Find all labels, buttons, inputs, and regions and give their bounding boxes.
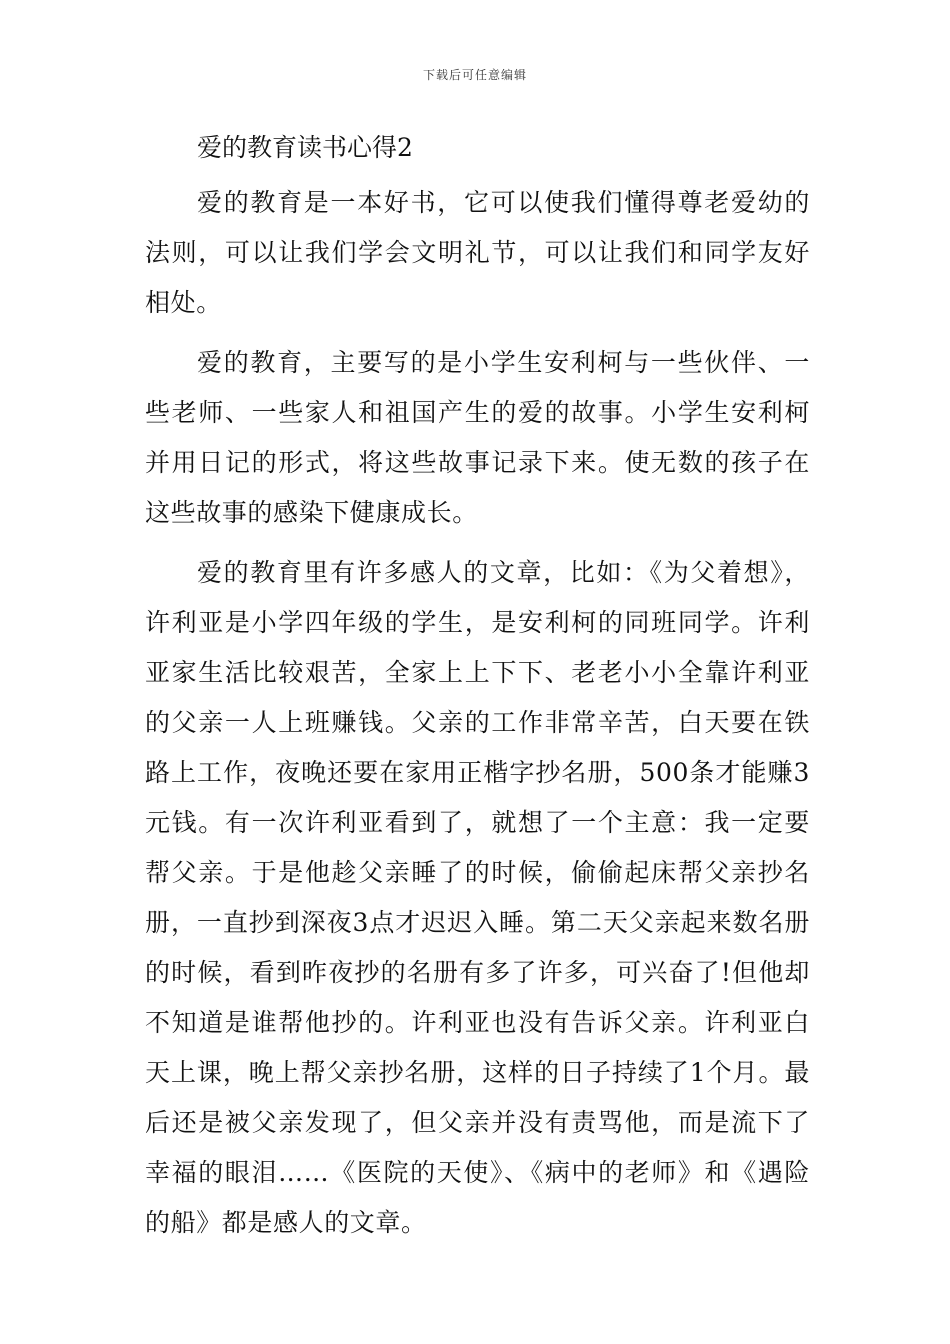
header-note: 下载后可任意编辑	[422, 68, 527, 82]
document-title: 爱的教育读书心得2	[197, 133, 413, 162]
paragraph-3: 爱的教育里有许多感人的文章，比如：《为父着想》，许利亚是小学四年级的学生，是安利柯的同班同学。许利亚家生活比较艰苦，全家上上下下、老老小小全靠许利亚的父亲一人上班赚钱。父亲的工作非常辛苦，白天要在铁路上工作，夜晚还要在家用正楷字抄名册，500条才能赚3元钱。有一次许利亚看到了，就想了一个主意：我一定要帮父亲。于是他趁父亲睡了的时候，偷偷起床帮父亲抄名册，一直抄到深夜3点才迟迟入睡。第二天父亲起来数名册的时候，看到昨夜抄的名册有多了许多，可兴奋了!但他却不知道是谁帮他抄的。许利亚也没有告诉父亲。许利亚白天上课，晚上帮父亲抄名册，这样的日子持续了1个月。最后还是被父亲发现了，但父亲并没有责骂他，而是流下了幸福的眼泪……《医院的天使》、《病中的老师》和《遇险的船》都是感人的文章。	[145, 558, 810, 1237]
document-body	[145, 128, 810, 1258]
paragraph-1: 爱的教育是一本好书，它可以使我们懂得尊老爱幼的法则，可以让我们学会文明礼节，可以让我们和同学友好相处。	[145, 188, 810, 317]
paragraph-2: 爱的教育，主要写的是小学生安利柯与一些伙伴、一些老师、一些家人和祖国产生的爱的故事。小学生安利柯并用日记的形式，将这些故事记录下来。使无数的孩子在这些故事的感染下健康成长。	[145, 348, 810, 527]
